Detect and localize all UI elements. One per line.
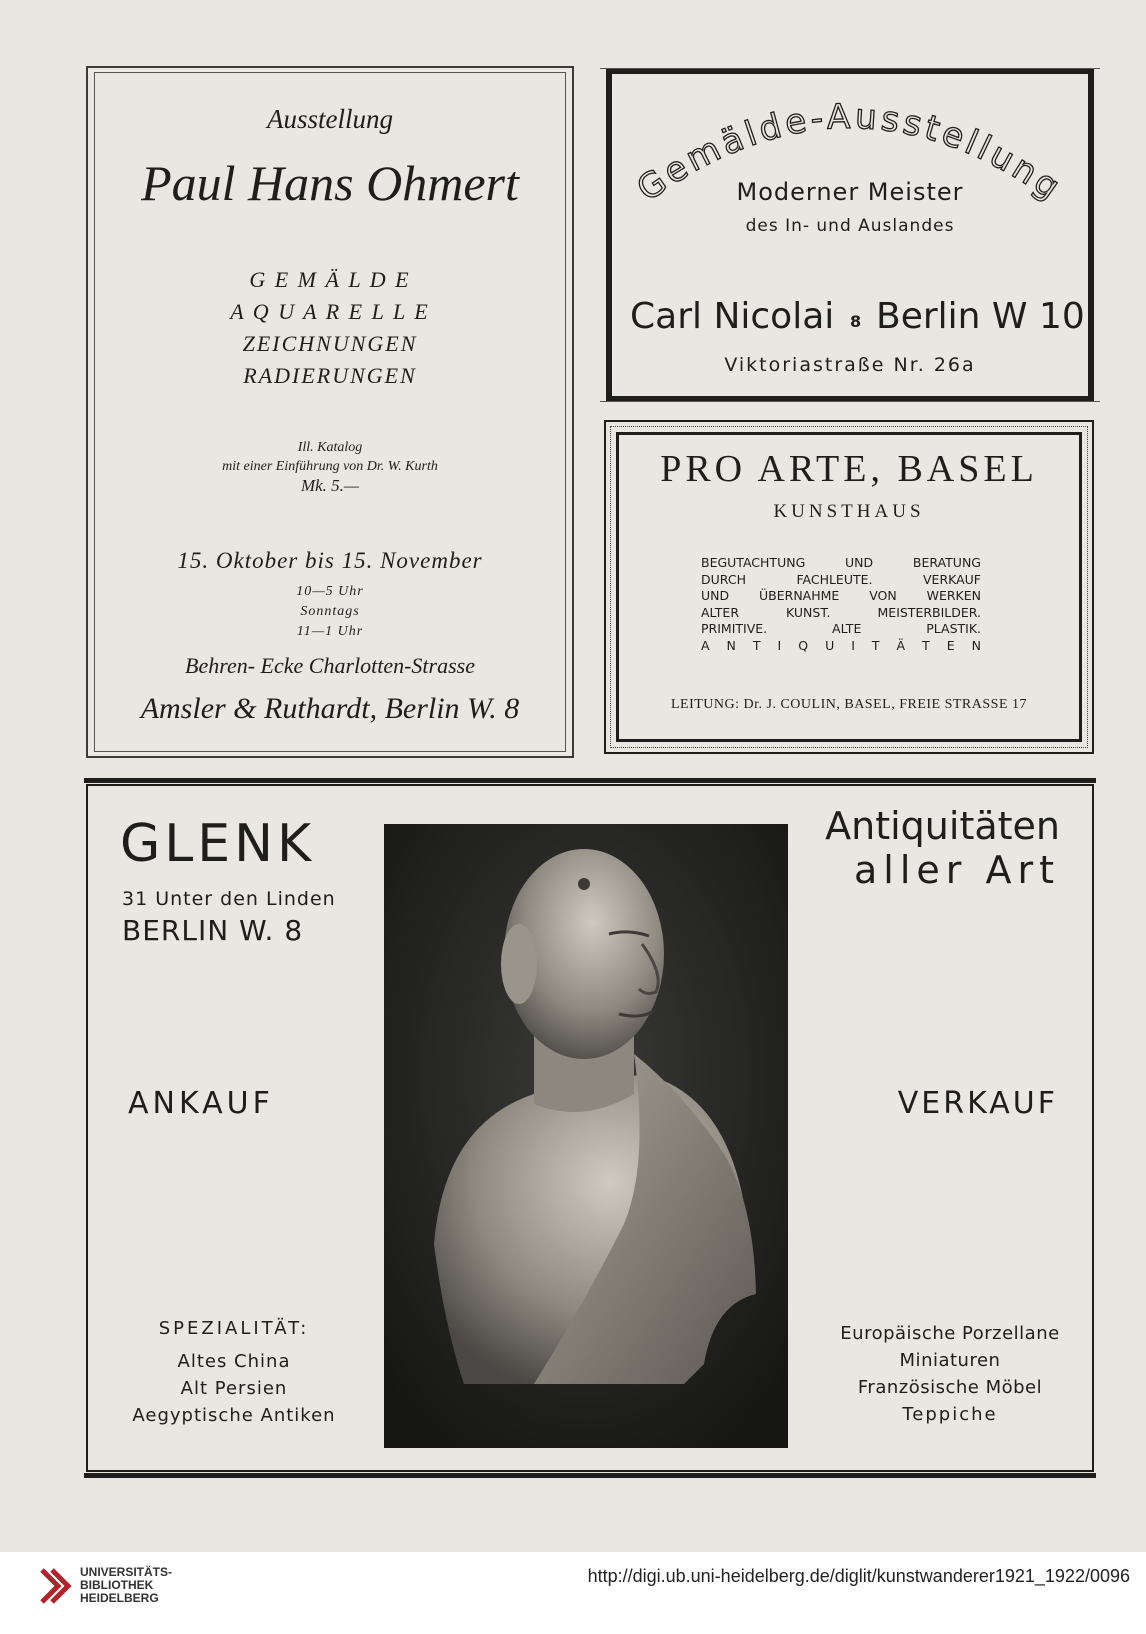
proarte-leitung: LEITUNG: Dr. J. COULIN, BASEL, FREIE STRASSE 17 bbox=[670, 697, 1027, 712]
footer-bar bbox=[0, 1552, 1146, 1634]
proarte-inner-frame bbox=[616, 432, 1082, 742]
verkauf-label: VERKAUF bbox=[897, 1086, 1058, 1121]
antiq-line2: aller Art bbox=[854, 848, 1060, 892]
service-line: BEGUTACHTUNG UND BERATUNG bbox=[701, 555, 981, 570]
right-item: Europäische Porzellane bbox=[840, 1323, 1060, 1344]
right-items bbox=[826, 1320, 1074, 1428]
left-item: Altes China bbox=[177, 1351, 291, 1372]
antiq-line1: Antiquitäten bbox=[825, 804, 1060, 848]
ohmert-media-list bbox=[88, 264, 572, 392]
nicolai-advertisement bbox=[606, 68, 1094, 402]
hours-line: 10—5 Uhr bbox=[296, 584, 364, 599]
proarte-services bbox=[701, 555, 981, 654]
ohmert-advertisement bbox=[86, 66, 574, 758]
ohmert-catalog-block bbox=[88, 438, 572, 495]
media-item: G E M Ä L D E bbox=[249, 267, 411, 292]
glenk-city: BERLIN W. 8 bbox=[122, 914, 304, 947]
service-line: PRIMITIVE. ALTE PLASTIK. bbox=[701, 621, 981, 636]
library-line: HEIDELBERG bbox=[80, 1591, 159, 1605]
nicolai-subtitle2: des In- und Auslandes bbox=[745, 216, 955, 236]
price-line: Mk. 5.— bbox=[300, 476, 360, 495]
spezialitaet-label: SPEZIALITÄT: bbox=[158, 1318, 310, 1339]
media-item: RADIERUNGEN bbox=[243, 363, 417, 388]
right-item: Teppiche bbox=[902, 1404, 998, 1425]
ohmert-address: Behren- Ecke Charlotten-Strasse bbox=[185, 653, 475, 678]
proarte-advertisement bbox=[604, 420, 1094, 754]
left-item: Aegyptische Antiken bbox=[132, 1405, 336, 1426]
nicolai-subtitle: Moderner Meister bbox=[736, 178, 964, 206]
service-line: UND ÜBERNAHME VON WERKEN bbox=[701, 588, 981, 603]
ohmert-artist: Paul Hans Ohmert bbox=[141, 155, 519, 211]
ohmert-gallery: Amsler & Ruthardt, Berlin W. 8 bbox=[140, 692, 520, 725]
right-item: Miniaturen bbox=[899, 1350, 1001, 1371]
ohmert-dates: 15. Oktober bis 15. November bbox=[177, 548, 483, 573]
service-line: ALTER KUNST. MEISTERBILDER. bbox=[701, 604, 981, 620]
library-logo-icon bbox=[40, 1566, 74, 1606]
glenk-street: 31 Unter den Linden bbox=[122, 888, 336, 910]
left-item: Alt Persien bbox=[180, 1378, 288, 1399]
service-line: DURCH FACHLEUTE. VERKAUF bbox=[701, 571, 981, 587]
ohmert-hours-block bbox=[88, 582, 572, 642]
proarte-subtitle: KUNSTHAUS bbox=[773, 501, 925, 522]
glenk-name: GLENK bbox=[120, 814, 316, 874]
sundays-line: Sonntags bbox=[300, 604, 360, 619]
nicolai-separator: 8 bbox=[850, 312, 862, 331]
media-item: ZEICHNUNGEN bbox=[242, 331, 418, 356]
catalog-line: Ill. Katalog bbox=[297, 440, 363, 455]
proarte-title: PRO ARTE, BASEL bbox=[660, 448, 1038, 490]
media-item: A Q U A R E L L E bbox=[230, 299, 430, 324]
sunday-hours-line: 11—1 Uhr bbox=[296, 624, 364, 639]
nicolai-city: Berlin W 10 bbox=[876, 296, 1085, 337]
intro-line: mit einer Einführung von Dr. W. Kurth bbox=[222, 459, 438, 474]
arc-title-text: Gemälde-Ausstellung bbox=[629, 96, 1071, 210]
nicolai-street: Viktoriastraße Nr. 26a bbox=[724, 354, 976, 376]
library-name bbox=[80, 1566, 172, 1605]
right-item: Französische Möbel bbox=[857, 1377, 1043, 1398]
nicolai-name: Carl Nicolai bbox=[630, 296, 835, 337]
page-url[interactable]: http://digi.ub.uni-heidelberg.de/diglit/kunstwanderer1921_1922/0096 bbox=[587, 1566, 1130, 1586]
service-line: A N T I Q U I T Ä T E N bbox=[701, 637, 981, 653]
library-line: BIBLIOTHEK bbox=[80, 1578, 154, 1592]
left-items bbox=[100, 1348, 368, 1429]
ankauf-label: ANKAUF bbox=[128, 1086, 274, 1121]
library-line: UNIVERSITÄTS- bbox=[80, 1565, 173, 1579]
bust-photograph bbox=[384, 824, 788, 1448]
ohmert-heading: Ausstellung bbox=[267, 104, 393, 134]
